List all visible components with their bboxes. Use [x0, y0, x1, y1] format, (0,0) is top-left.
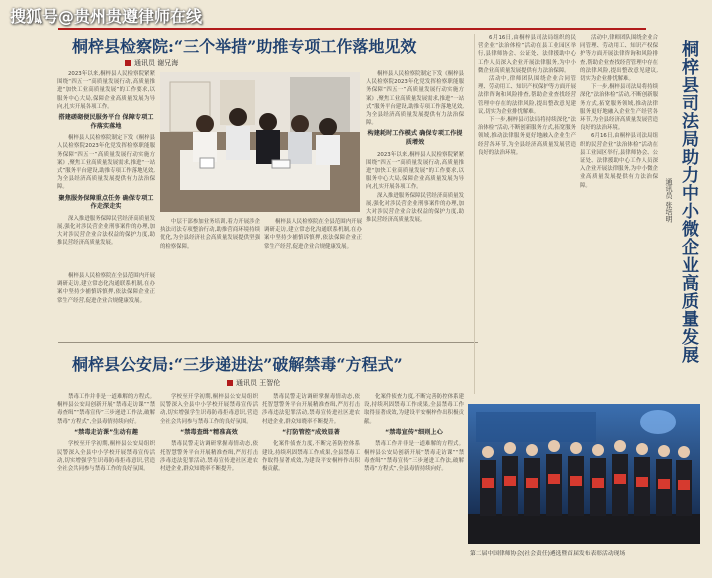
section-divider — [58, 342, 478, 343]
article2-paragraph-6: 化案件侦查力度,不断完善防控体系建设,持续巩固禁毒工作成果,全县禁毒工作取得显著成效,为建设平安桐梓作出积极贡献。 — [262, 441, 360, 473]
article1-paragraph-8: 深入推进服务保障民营经济高质量发展,强化对涉民营企业刑事案件的办理,加大对涉民营企业合法权益的保护力度,助推民营经济高质量发展。 — [366, 192, 464, 224]
article1-paragraph-7: 2023年以来,桐梓县人民检察院紧紧围绕“四五一”高质量发展行动,高质量推进“加快工业高质量发展”的工作要求,以服务中心大局,保障企业高质量发展为导向,扎实开展各项工作。 — [366, 151, 464, 191]
article1-column-5 — [57, 272, 155, 340]
article1-paragraph-2: 桐梓县人民检察院制定下发《桐梓县人民检察院2023年化党发挥检察职能服务保障“四五一”高质量发展行动实施方案》,聚焦工业高质量发展需求,推进“一站式”服务平台建设,助推专项工作落地见效,为全县经济高质量发展提供有力法治保障。 — [57, 135, 155, 191]
watermark-label: 搜狐号@贵州贵遵律师在线 — [10, 7, 203, 26]
article2-paragraph-2: 学校至开学初期,桐梓县公安局组织民警深入全县中小学校开展禁毒宣传活动,切实增强学生识毒防毒拒毒意识,营造全社会共同参与禁毒工作的良好氛围。 — [57, 441, 155, 473]
article2-subhead-3: “禁毒宣传”细则上心 — [385, 428, 443, 436]
article2-title: 桐梓县公安局:“三步递进法”破解禁毒“方程式” — [72, 355, 403, 374]
article2-paragraph-5: 禁毒民警走访调研掌握毒情动态,依托智慧警务平台开展精准查缉,严厉打击涉毒违法犯罪活动,禁毒宣传进社区进农村进企业,群众知晓率不断提升。 — [262, 394, 360, 425]
article2-byline — [227, 378, 280, 388]
article2-byline-text: 通讯员 王智伦 — [236, 379, 281, 387]
ceremony-caption: 第二届中国律师协会(社会责任)遴选暨首届发布表彰活动现场 — [470, 551, 626, 557]
article2-column-1 — [57, 393, 155, 573]
article1-column-1 — [57, 70, 155, 270]
office-meeting-image — [160, 72, 360, 212]
article1-column-2 — [160, 218, 260, 340]
column-divider — [474, 34, 475, 394]
article1-paragraph-3: 深入推进服务保障民营经济高质量发展,强化对涉民营企业刑事案件的办理,加大对涉民营企业合法权益的保护力度,助推民营经济高质量发展。 — [57, 215, 155, 247]
article1-subhead-3: 构建耗时工作模式 确保专项工作提质增效 — [367, 130, 463, 147]
article2-paragraph-3: 学校至开学初期,桐梓县公安局组织民警深入全县中小学校开展禁毒宣传活动,切实增强学生识毒防毒拒毒意识,营造全社会共同参与禁毒工作的良好氛围。 — [160, 394, 258, 425]
article3-paragraph-4: 活动中,律师团队围绕企业合同管理、劳动用工、知识产权保护等方面开展法律咨询和风险排查,帮助企业查找经营管理中存在的法律风险,提出整改意见建议,切实为企业排忧解难。 — [580, 35, 658, 83]
article1-title: 桐梓县检察院:“三个举措”助推专项工作落地见效 — [72, 37, 417, 56]
award-ceremony-image — [468, 404, 700, 544]
article3-paragraph-2: 活动中,律师团队围绕企业合同管理、劳动用工、知识产权保护等方面开展法律咨询和风险排查,帮助企业查找经营管理中存在的法律风险,提出整改意见建议,切实为企业排忧解难。 — [478, 76, 576, 115]
article1-paragraph-6: 桐梓县人民检察院制定下发《桐梓县人民检察院2023年化党发挥检察职能服务保障“四五一”高质量发展行动实施方案》,聚焦工业高质量发展需求,推进“一站式”服务平台建设,助推专项工作落地见效,为全县经济高质量发展提供有力法治保障。 — [366, 71, 464, 127]
article1-photo — [160, 72, 360, 212]
article1-byline-text: 通讯员 谢兄海 — [134, 59, 179, 67]
article2-paragraph-7: 化案件侦查力度,不断完善防控体系建设,持续巩固禁毒工作成果,全县禁毒工作取得显著成效,为建设平安桐梓作出积极贡献。 — [364, 394, 464, 425]
article3-byline — [664, 178, 674, 222]
article1-paragraph-9: 桐梓县人民检察院在全县范围内开展调研走访,建立常态化沟通联系机制,在办案中坚持少捕慎诉慎押,依法保障企业正常生产经营,促进企业合规健康发展。 — [57, 273, 155, 304]
article2-paragraph-8: 禁毒工作并非是一道难解的方程式。桐梓县公安局创新开展“禁毒走访课”“禁毒查缉”“禁毒宣传”三步递进工作法,破解禁毒“方程式”,全县毒情持续向好。 — [364, 441, 464, 473]
article1-paragraph-4: 中层干部参加业务培训,着力开展涉企执法司法专项整治行动,助推营商环境持续优化,为全县经济社会高质量发展提供坚强的检察保障。 — [160, 219, 260, 250]
article3-column-2 — [580, 34, 658, 392]
article1-column-3 — [264, 218, 362, 340]
article1-paragraph-5: 桐梓县人民检察院在全县范围内开展调研走访,建立常态化沟通联系机制,在办案中坚持少捕慎诉慎押,依法保障企业正常生产经营,促进企业合规健康发展。 — [264, 219, 362, 250]
article2-paragraph-1: 禁毒工作并非是一道难解的方程式。桐梓县公安局创新开展“禁毒走访课”“禁毒查缉”“禁毒宣传”三步递进工作法,破解禁毒“方程式”,全县毒情持续向好。 — [57, 394, 155, 425]
article1-subhead-2: 聚焦服务保障重点任务 确保专项工作走深走实 — [58, 194, 154, 211]
article2-column-3 — [262, 393, 360, 573]
article2-column-2 — [160, 393, 258, 573]
article3-paragraph-5: 下一步,桐梓县司法局将持续深化“法治体检”活动,不断创新服务方式,拓宽服务领域,推动法律服务更好地融入企业生产经营各环节,为全县经济高质量发展营造良好的法治环境。 — [580, 84, 658, 132]
top-rule — [58, 28, 646, 30]
article2-subhead-4: “打防管控”成效显著 — [282, 428, 340, 436]
article2-paragraph-4: 禁毒民警走访调研掌握毒情动态,依托智慧警务平台开展精准查缉,严厉打击涉毒违法犯罪活动,禁毒宣传进社区进农村进企业,群众知晓率不断提升。 — [160, 441, 258, 473]
byline-marker-icon — [227, 380, 233, 386]
article3-column-1 — [478, 34, 576, 392]
ceremony-photo — [468, 404, 700, 544]
article1-byline — [125, 58, 178, 68]
article1-paragraph-1: 2023年以来,桐梓县人民检察院紧紧围绕“四五一”高质量发展行动,高质量推进“加快工业高质量发展”的工作要求,以服务中心大局,保障企业高质量发展为导向,扎实开展各项工作。 — [57, 71, 155, 110]
article1-column-4 — [366, 70, 464, 340]
article2-subhead-1: “禁毒走访课”生动有趣 — [74, 428, 138, 436]
article1-subhead-1: 搭建磋砌便民服务平台 保障专项工作落实落地 — [58, 114, 154, 130]
article3-byline-text: 通讯员 张培明 — [665, 178, 673, 223]
byline-marker-icon — [125, 60, 131, 66]
article2-subhead-2: “禁毒查缉”精准高效 — [180, 428, 238, 436]
article3-paragraph-1: 6月16日,由桐梓县司法局组织的民营企业“法治体检”活动在县工业园区举行,县律师协会、公证处、法律援助中心工作人员深入企业开展法律服务,为中小微企业高质量发展提供有力法治保障。 — [478, 35, 576, 74]
article3-paragraph-6: 6月16日,由桐梓县司法局组织的民营企业“法治体检”活动在县工业园区举行,县律师协会、公证处、法律援助中心工作人员深入企业开展法律服务,为中小微企业高质量发展提供有力法治保障。 — [580, 133, 658, 189]
article3-title: 桐梓县司法局助力中小微企业高质量发展 — [678, 40, 698, 364]
article2-column-4 — [364, 393, 464, 573]
article3-paragraph-3: 下一步,桐梓县司法局将持续深化“法治体检”活动,不断创新服务方式,拓宽服务领域,推动法律服务更好地融入企业生产经营各环节,为全县经济高质量发展营造良好的法治环境。 — [478, 117, 576, 156]
